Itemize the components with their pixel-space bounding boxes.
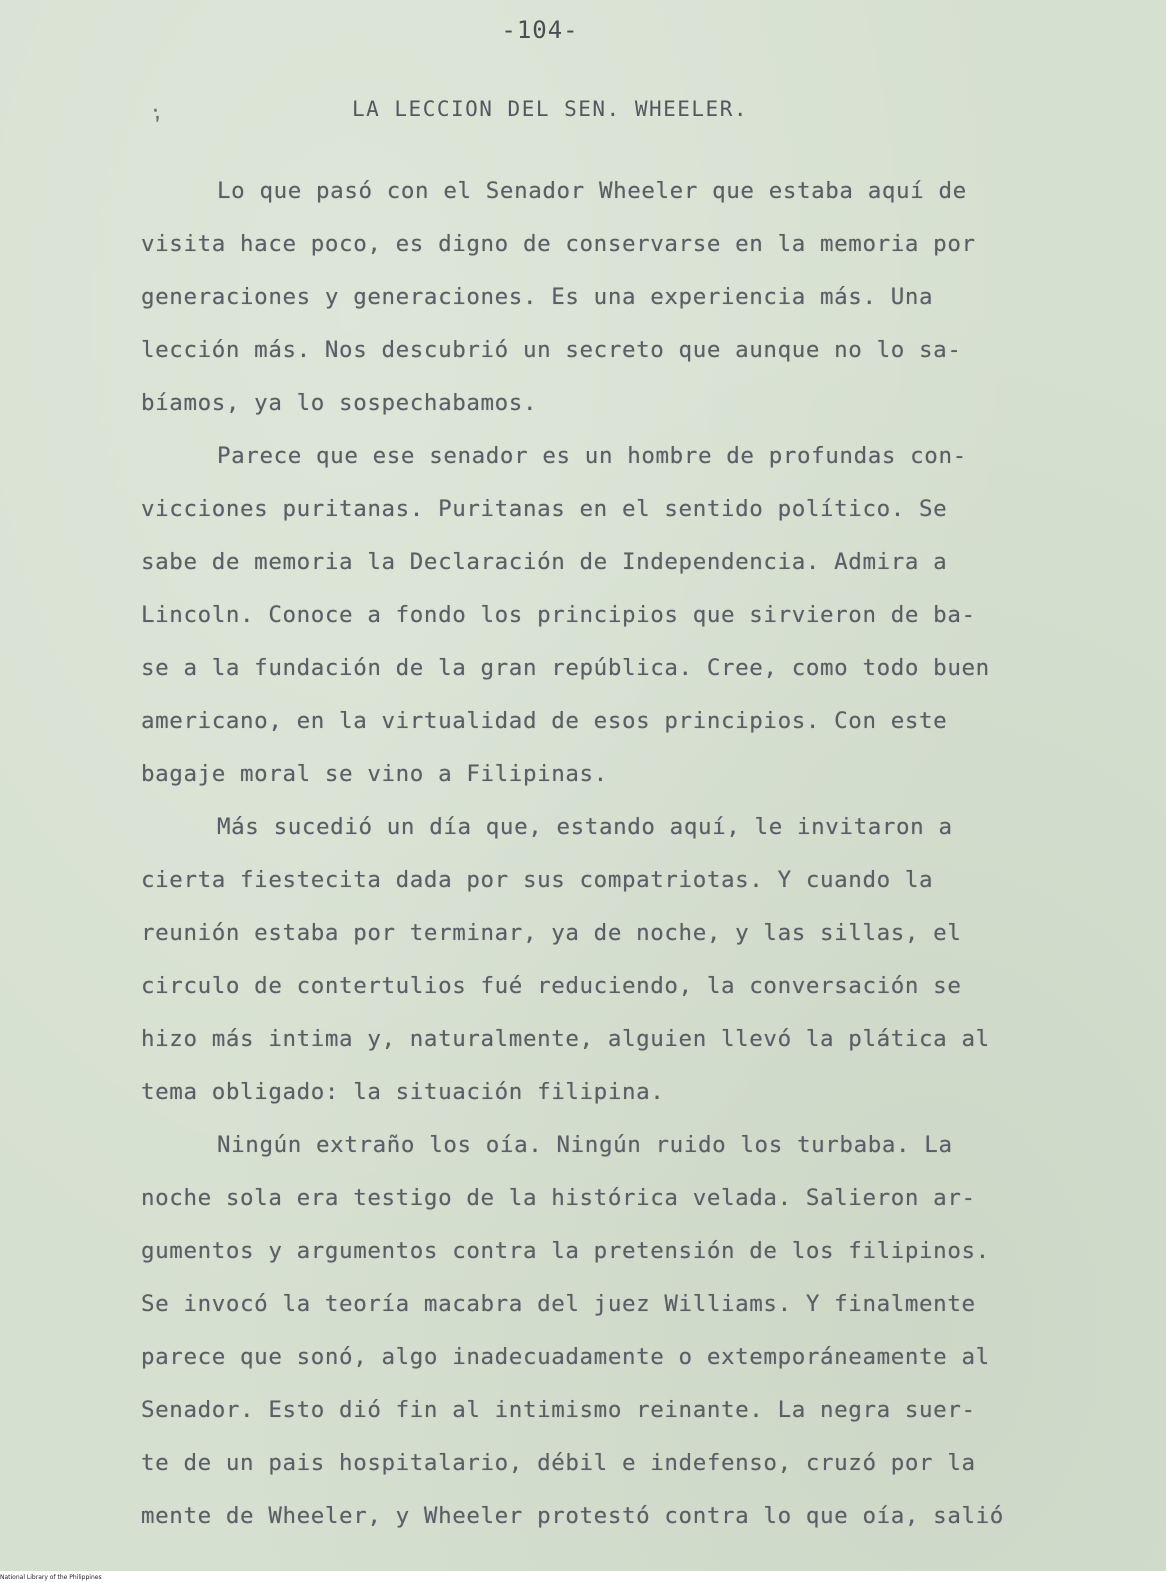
text-line: visita hace poco, es digno de conservarse en la memoria por xyxy=(141,231,976,257)
text-line: sabe de memoria la Declaración de Independencia. Admira a xyxy=(141,549,948,575)
text-line: vicciones puritanas. Puritanas en el sentido político. Se xyxy=(141,496,948,522)
text-line: se a la fundación de la gran república. Cree, como todo buen xyxy=(141,655,990,681)
text-line: gumentos y argumentos contra la pretensión de los filipinos. xyxy=(141,1238,990,1264)
text-line: hizo más intima y, naturalmente, alguien llevó la plática al xyxy=(141,1026,990,1052)
text-line: circulo de contertulios fué reduciendo, la conversación se xyxy=(141,973,962,999)
text-line: cierta fiestecita dada por sus compatriotas. Y cuando la xyxy=(141,867,934,893)
text-line: Parece que ese senador es un hombre de profundas con- xyxy=(217,443,967,469)
text-line: Lincoln. Conoce a fondo los principios que sirvieron de ba- xyxy=(141,602,976,628)
text-line: generaciones y generaciones. Es una experiencia más. Una xyxy=(141,284,934,310)
text-line: noche sola era testigo de la histórica velada. Salieron ar- xyxy=(141,1185,976,1211)
text-line: Lo que pasó con el Senador Wheeler que estaba aquí de xyxy=(217,178,967,204)
text-line: bagaje moral se vino a Filipinas. xyxy=(141,761,608,787)
text-line: Senador. Esto dió fin al intimismo reinante. La negra suer- xyxy=(141,1397,976,1423)
text-line: parece que sonó, algo inadecuadamente o extemporáneamente al xyxy=(141,1344,990,1370)
text-line: lección más. Nos descubrió un secreto que aunque no lo sa- xyxy=(141,337,962,363)
text-line: Más sucedió un día que, estando aquí, le invitaron a xyxy=(217,814,953,840)
text-line: Se invocó la teoría macabra del juez Williams. Y finalmente xyxy=(141,1291,976,1317)
text-line: tema obligado: la situación filipina. xyxy=(141,1079,665,1105)
text-line: americano, en la virtualidad de esos principios. Con este xyxy=(141,708,948,734)
page-number: -104- xyxy=(501,16,579,44)
text-line: reunión estaba por terminar, ya de noche, y las sillas, el xyxy=(141,920,962,946)
document-title: LA LECCION DEL SEN. WHEELER. xyxy=(351,97,748,121)
library-credit: National Library of the Philippines xyxy=(0,1574,102,1581)
text-line: mente de Wheeler, y Wheeler protestó contra lo que oía, salió xyxy=(141,1503,1004,1529)
margin-mark: ; xyxy=(147,98,165,126)
text-line: bíamos, ya lo sospechabamos. xyxy=(141,390,538,416)
text-line: te de un pais hospitalario, débil e indefenso, cruzó por la xyxy=(141,1450,976,1476)
text-line: Ningún extraño los oía. Ningún ruido los turbaba. La xyxy=(217,1132,953,1158)
